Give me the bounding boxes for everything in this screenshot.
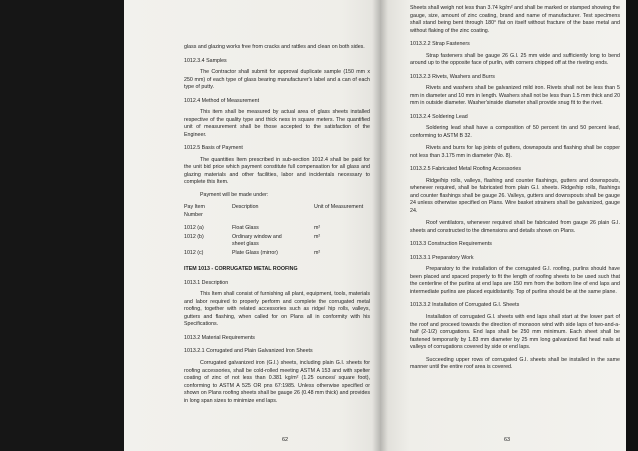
table-cell: Plate Glass (mirror) <box>232 249 278 256</box>
table-row <box>184 234 363 250</box>
section-1013-3-title: 1013.3 Construction Requirements <box>410 241 492 248</box>
intro-paragraph: glass and glazing works free from cracks and rattles and clean on both sides. <box>184 44 365 50</box>
section-1013-1-text: This Item shall consist of furnishing all plant, equipment, tools, materials and labor required to properly perform and complete the corrugated metal roofing, together with related accessories such as ridge/ hip rolls, valleys, gutters and flashing, when called for on Plans all in conformity with his Specifications. <box>184 291 370 328</box>
top-paragraph: Sheets shall weigh not less than 3.74 kg/m² and shall be marked or stamped showing the gauge, size, amount of zinc coating, brand and name of manufacturer. Test specimens shall stand being bent through 180° flat on itself without fracture of the base metal and without flaking of the zinc coating. <box>410 5 620 34</box>
section-1013-2-4-title: 1013.2.4 Soldering Lead <box>410 113 468 120</box>
page-number-left: 62 <box>282 437 289 444</box>
section-1013-2-2-title: 1013.2.2 Strap Fasteners <box>410 41 470 48</box>
section-1013-2-4-text-2: Rivets and burrs for lap joints of gutters, downspouts and flashing shall be copper not less than 3.175 mm in diameter (No. 8). <box>410 145 620 159</box>
section-1013-3-1-text: Preparatory to the installation of the corrugated G.I. roofing, purlins should have been placed and spaced properly to fit the length of roofing sheets to be used such that the centerline of the purlins at end laps are 150 mm from the bottom line of end laps and intermediate purlins are placed equidistantly. Top of purlins should be at the same plane. <box>410 266 620 295</box>
section-1012-3-4-title: 1012.3.4 Samples <box>184 57 227 64</box>
section-1013-2-1-title: 1013.2.1 Corrugated and Plain Galvanized Iron Sheets <box>184 348 313 355</box>
section-1013-2-1-text: Corrugated galvanized iron (G.I.) sheets, including plain G.I. sheets for roofing accessories, shall be cold-rolled meeting ASTM A 153 and with spelter coating of zinc of not less than 0.381 kg/m² (1.25 ounces/ square foot), conforming to ASTM A 525 OR pns 67:1985. Unless otherwise specified or shown on Plans roofing sheets shall be gauge 26 (0.48 mm thick) and provides in long span sizes to minimize end laps. <box>184 359 370 404</box>
pay-item-table <box>184 204 363 258</box>
table-row <box>184 225 363 234</box>
table-header-row <box>184 204 363 220</box>
table-header-cell: Unit of Measurement <box>314 204 364 211</box>
item-1013-heading: ITEM 1013 - CORRUGATED METAL ROOFING <box>184 266 298 273</box>
table-cell: Ordinary window and sheet glass <box>232 233 282 248</box>
section-1013-2-5-text-1: Ridge/hip rolls, valleys, flashing and counter flashings, gutters and downspouts, whenever required, shall be fabricated from plain G.I. sheets. Ridge/hip rolls, flashings and counter flashings shall be gauge 26. Valleys, gutters and downspouts shall be gauge 24 unless otherwise specified on Plans. Wire basket strainers shall be galvanized, gauge 24. <box>410 177 620 214</box>
table-cell: 1012 (b) <box>184 233 204 240</box>
table-cell: 1012 (c) <box>184 249 204 256</box>
table-cell: m² <box>314 249 321 256</box>
section-1012-4-title: 1012.4 Method of Measurement <box>184 97 260 104</box>
section-1012-5-title: 1012.5 Basis of Payment <box>184 145 243 152</box>
section-1013-1-title: 1013.1 Description <box>184 279 229 286</box>
table-cell: 1012 (a) <box>184 225 204 232</box>
table-cell: Float Glass <box>232 225 259 232</box>
left-page <box>124 0 380 451</box>
section-1012-3-4-text: The Contractor shall submit for approval duplicate sample (150 mm x 250 mm) of each type of glass bearing manufacturer's label and a can of each type of putty. <box>184 69 370 91</box>
section-1012-4-text: This item shall be measured by actual area of glass sheets installed respective of the quality type and thick ness in square meters. The quantified unit of measurement shall be those accepted to the satisfaction of the Engineer. <box>184 109 370 138</box>
table-cell: m² <box>314 225 321 232</box>
table-header-cell: Pay Item Number <box>184 204 205 218</box>
section-1013-2-2-text: Strap fasteners shall be gauge 26 G.I. 25 mm wide and sufficiently long to bend around up to the opposite face of purlin, with corners chipped off at the riveting ends. <box>410 52 620 67</box>
section-1013-3-2-text-1: Installation of corrugated G.I. sheets with end laps shall start at the lower part of the roof and proceed towards the direction of monsoon wind with side laps of two-and-a-half (2-1/2) corrugations. End laps shall be 250 mm minimum. Each sheet shall be fastened temporarily by 1.83 mm diameter by 25 mm long galvanized flat head nails at valleys of corrugations covered by side or end laps. <box>410 313 620 351</box>
section-1013-2-4-text-1: Soldering lead shall have a composition of 50 percent tin and 50 percent lead, conforming to ASTM B 32. <box>410 125 620 139</box>
section-1013-2-title: 1013.2 Material Requirements <box>184 334 255 341</box>
section-1013-2-3-title: 1013.2.3 Rivets, Washers and Burrs <box>410 73 495 80</box>
scan-background-left <box>0 0 124 451</box>
page-number-right: 63 <box>504 437 511 444</box>
section-1013-3-2-title: 1013.3.2 Installation of Corrugated G.I. Sheets <box>410 302 520 309</box>
section-1013-3-2-text-2: Succeeding upper rows of corrugated G.I. sheets shall be installed in the same manner until the entire roof area is covered. <box>410 356 620 371</box>
payment-intro: Payment will be made under: <box>200 191 269 198</box>
table-cell: m² <box>314 233 321 240</box>
section-1013-2-5-title: 1013.2.5 Fabricated Metal Roofing Accessories <box>410 166 522 173</box>
section-1013-2-3-text: Rivets and washers shall be galvanized mild iron. Rivets shall not be less than 5 mm in diameter and 10 mm in length. Washers shall not be less than 1.5 mm thick and 20 mm in outside diameter. Washer'sinside diameter shall provide snug fit to the rivet. <box>410 85 621 107</box>
scan-background-right <box>626 0 638 451</box>
right-page <box>380 0 626 451</box>
section-1013-3-1-title: 1013.3.1 Preparatory Work <box>410 254 474 261</box>
section-1013-2-5-text-2: Roof ventilators, whenever required shall be fabricated from gauge 26 plain G.I. sheets and constructed to the dimensions and details shown on Plans. <box>410 220 620 234</box>
table-row <box>184 250 363 259</box>
section-1012-5-text: The quantities Item prescribed in sub-section 1012.4 shall be paid for the unit bid price which payment constitute full compensation for all glass and glazing materials and other facilities, labor and incidentals necessary to complete this Item. <box>184 156 370 186</box>
table-header-cell: Description <box>232 204 259 211</box>
